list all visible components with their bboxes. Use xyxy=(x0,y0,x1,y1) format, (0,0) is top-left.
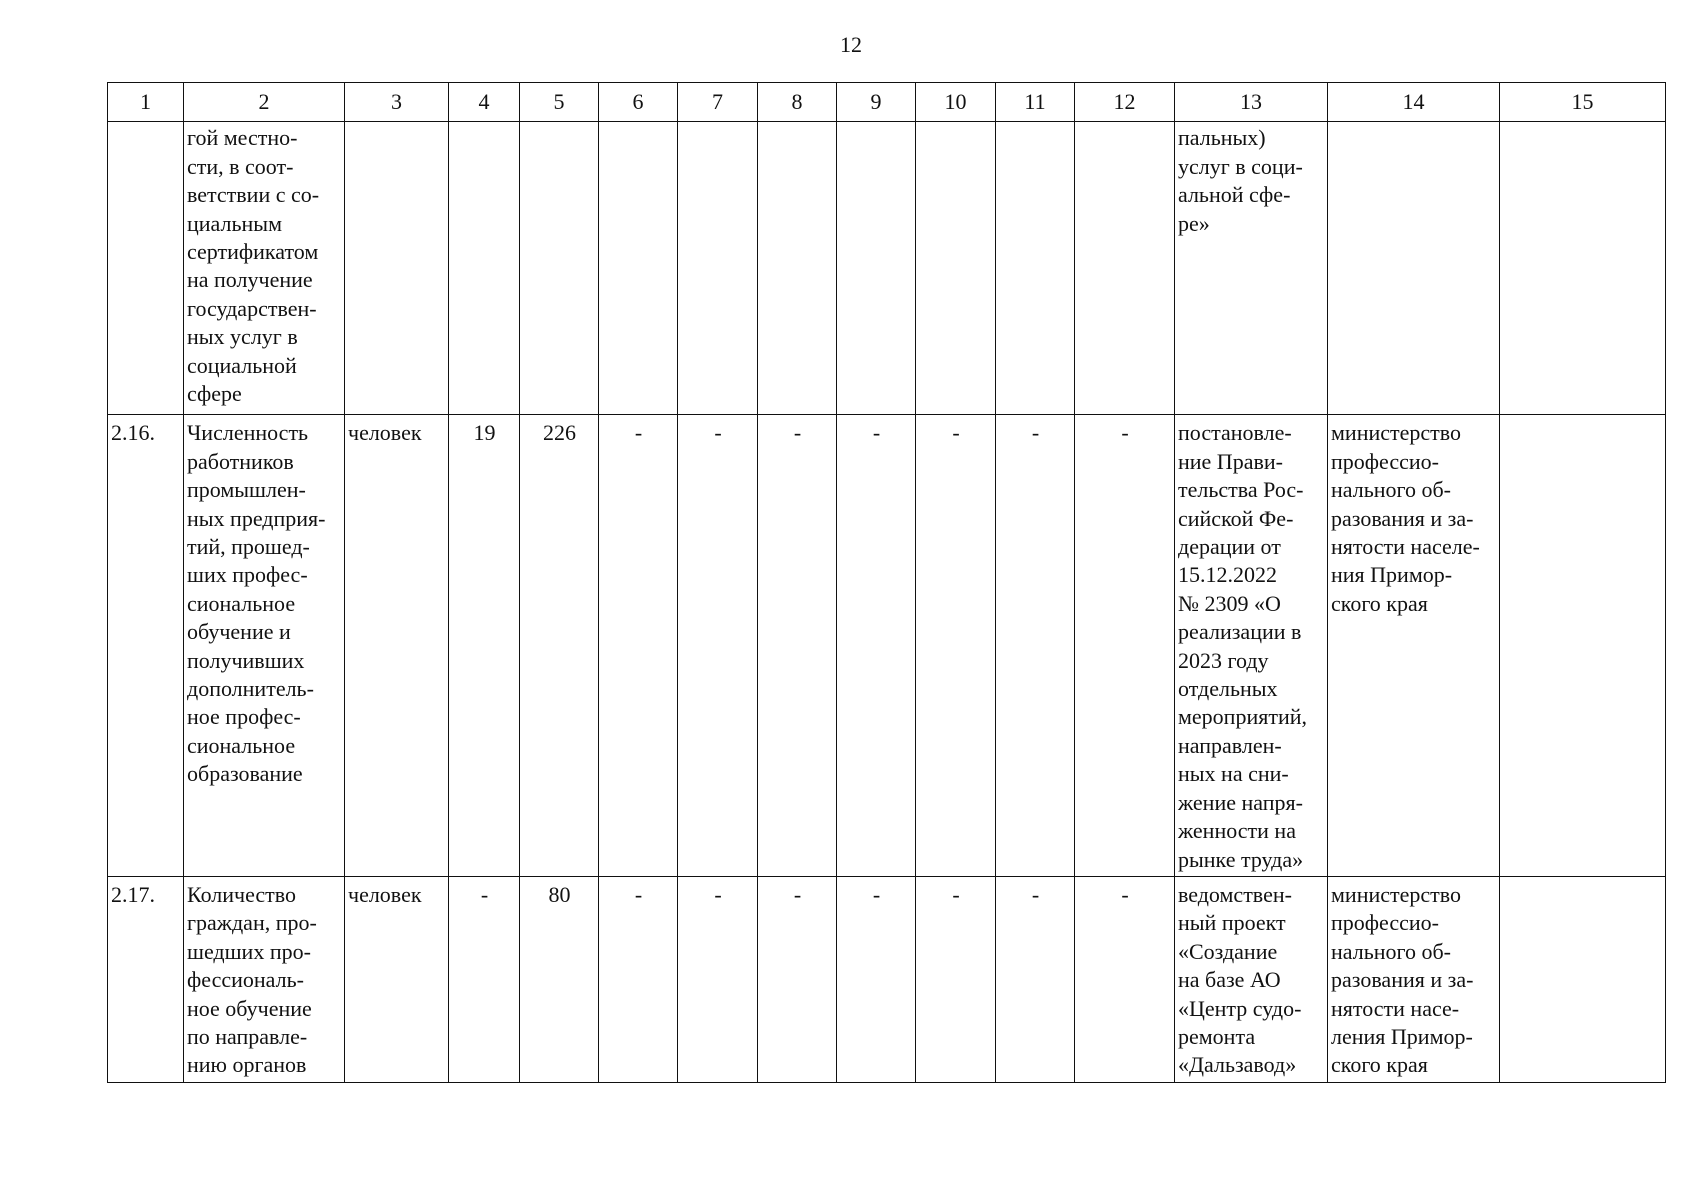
col-header: 11 xyxy=(996,83,1075,122)
value-cell: - xyxy=(758,415,837,877)
value-cell: - xyxy=(996,876,1075,1082)
unit-cell: человек xyxy=(345,876,449,1082)
value-cell xyxy=(916,122,996,415)
value-cell: 19 xyxy=(449,415,520,877)
responsible-body: министерство профессио- нального об- разования и за- нятости насе- ления Примор- ского края xyxy=(1328,876,1500,1082)
value-cell: - xyxy=(1075,415,1175,877)
value-cell xyxy=(837,122,916,415)
value-cell xyxy=(520,122,599,415)
value-cell: - xyxy=(837,415,916,877)
source-document: ведомствен- ный проект «Создание на базе АО «Центр судо- ремонта «Дальзавод» xyxy=(1175,876,1328,1082)
header-row xyxy=(108,83,1666,122)
value-cell: - xyxy=(599,415,678,877)
col-header: 4 xyxy=(449,83,520,122)
table-row xyxy=(108,122,1666,415)
source-document: пальных) услуг в соци- альной сфе- ре» xyxy=(1175,122,1328,415)
col-header: 3 xyxy=(345,83,449,122)
value-cell: - xyxy=(449,876,520,1082)
unit-cell: человек xyxy=(345,415,449,877)
indicator-name: гой местно- сти, в соот- ветствии с со- циальным сертификатом на получение государствен- ных услуг в социальной сфере xyxy=(184,122,345,415)
note-cell xyxy=(1500,415,1666,877)
value-cell: - xyxy=(1075,876,1175,1082)
value-cell: - xyxy=(916,415,996,877)
value-cell xyxy=(678,122,758,415)
value-cell xyxy=(1075,122,1175,415)
value-cell: - xyxy=(678,415,758,877)
col-header: 2 xyxy=(184,83,345,122)
col-header: 7 xyxy=(678,83,758,122)
value-cell: - xyxy=(599,876,678,1082)
col-header: 5 xyxy=(520,83,599,122)
note-cell xyxy=(1500,122,1666,415)
value-cell: - xyxy=(996,415,1075,877)
source-document: постановле- ние Прави- тельства Рос- сийской Фе- дерации от 15.12.2022 № 2309 «О реализации в 2023 году отдельных мероприятий, направлен- ных на сни- жение напря- женности на рынке труда» xyxy=(1175,415,1328,877)
note-cell xyxy=(1500,876,1666,1082)
value-cell xyxy=(599,122,678,415)
table-row xyxy=(108,876,1666,1082)
responsible-body: министерство профессио- нального об- разования и за- нятости населе- ния Примор- ского края xyxy=(1328,415,1500,877)
col-header: 13 xyxy=(1175,83,1328,122)
value-cell: 80 xyxy=(520,876,599,1082)
col-header: 12 xyxy=(1075,83,1175,122)
responsible-body xyxy=(1328,122,1500,415)
col-header: 15 xyxy=(1500,83,1666,122)
col-header: 14 xyxy=(1328,83,1500,122)
table-row xyxy=(108,415,1666,877)
value-cell: - xyxy=(758,876,837,1082)
unit-cell xyxy=(345,122,449,415)
col-header: 1 xyxy=(108,83,184,122)
indicator-name: Количество граждан, про- шедших про- фессиональ- ное обучение по направле- нию органов xyxy=(184,876,345,1082)
value-cell: - xyxy=(916,876,996,1082)
page-number: 12 xyxy=(840,32,862,57)
col-header: 6 xyxy=(599,83,678,122)
value-cell xyxy=(449,122,520,415)
value-cell: 226 xyxy=(520,415,599,877)
row-number: 2.16. xyxy=(108,415,184,877)
col-header: 9 xyxy=(837,83,916,122)
value-cell: - xyxy=(837,876,916,1082)
value-cell: - xyxy=(678,876,758,1082)
row-number xyxy=(108,122,184,415)
col-header: 10 xyxy=(916,83,996,122)
indicator-table xyxy=(107,82,1666,1083)
indicator-name: Численность работников промышлен- ных предприя- тий, прошед- ших профес- сиональное обучение и получивших дополнитель- ное профес- сиональное образование xyxy=(184,415,345,877)
col-header: 8 xyxy=(758,83,837,122)
row-number: 2.17. xyxy=(108,876,184,1082)
value-cell xyxy=(996,122,1075,415)
value-cell xyxy=(758,122,837,415)
